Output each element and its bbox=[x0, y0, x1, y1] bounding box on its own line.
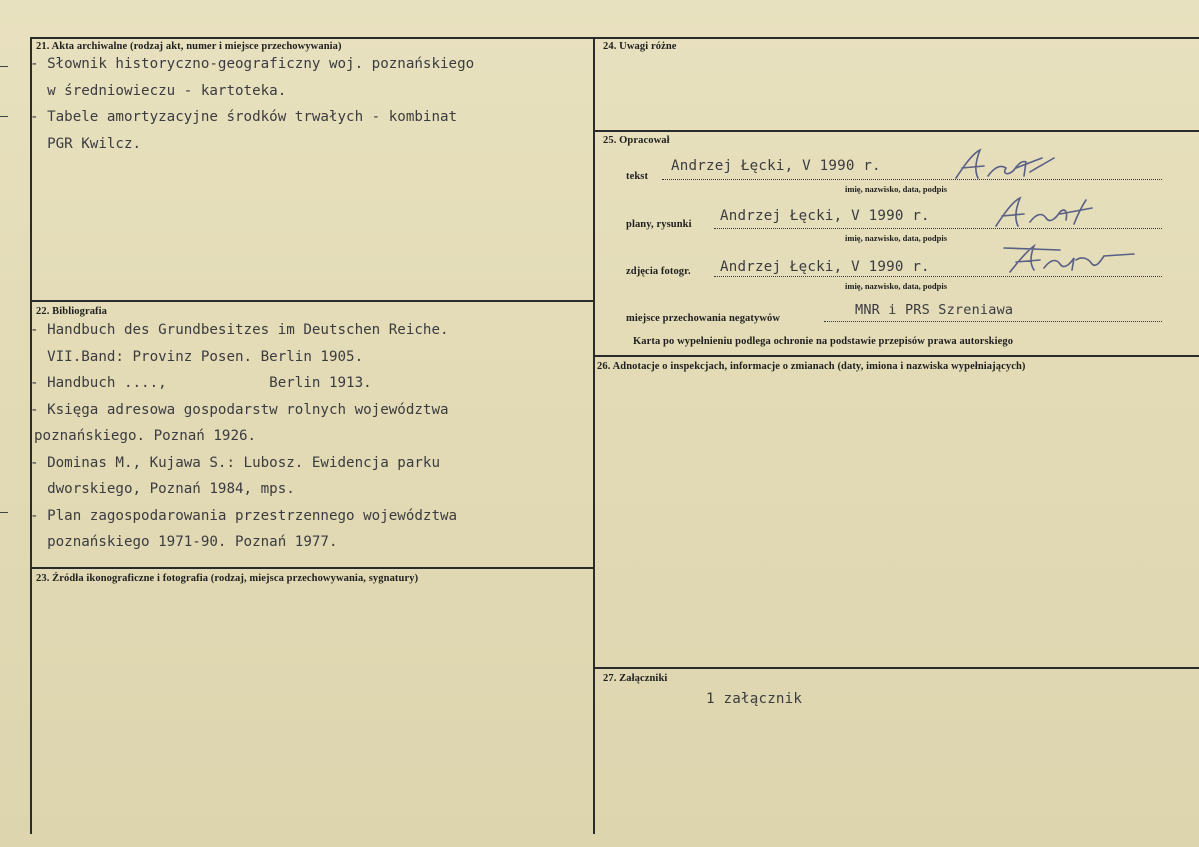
margin-tick bbox=[0, 512, 8, 513]
typed-line: poznańskiego 1971-90. Poznań 1977. bbox=[30, 534, 338, 550]
field-caption: imię, nazwisko, data, podpis bbox=[845, 184, 948, 194]
copyright-note: Karta po wypełnieniu podlega ochronie na podstawie przepisów prawa autorskiego bbox=[633, 336, 1014, 347]
typed-line: - Dominas M., Kujawa S.: Lubosz. Ewidencja parku bbox=[30, 454, 440, 471]
section-25-label: 25. Opracował bbox=[603, 135, 670, 146]
signature-tekst bbox=[950, 146, 1060, 186]
center-divider bbox=[593, 37, 595, 834]
section-24-label: 24. Uwagi różne bbox=[603, 41, 677, 52]
negatives-value: MNR i PRS Szreniawa bbox=[855, 302, 1014, 318]
top-rule bbox=[30, 37, 1199, 39]
field-value-plany: Andrzej Łęcki, V 1990 r. bbox=[720, 208, 930, 224]
attachments-value: 1 załącznik bbox=[706, 691, 803, 707]
negatives-label: miejsce przechowania negatywów bbox=[626, 313, 781, 324]
typed-line: - Handbuch ...., Berlin 1913. bbox=[30, 375, 372, 391]
typed-line: - Słownik historyczno-geograficzny woj. poznańskiego bbox=[30, 56, 475, 72]
section-21-label: 21. Akta archiwalne (rodzaj akt, numer i miejsce przechowywania) bbox=[36, 41, 342, 52]
field-label-plany: plany, rysunki bbox=[626, 219, 692, 230]
divider-21-22 bbox=[30, 300, 595, 302]
typed-line: - Handbuch des Grundbesitzes im Deutschen Reiche. bbox=[30, 322, 449, 338]
field-line bbox=[662, 179, 1162, 180]
typed-line: PGR Kwilcz. bbox=[30, 135, 142, 152]
signature-zdjecia bbox=[1000, 240, 1140, 280]
typed-line: VII.Band: Provinz Posen. Berlin 1905. bbox=[30, 348, 364, 365]
signature-plany bbox=[990, 194, 1100, 234]
typed-line: poznańskiego. Poznań 1926. bbox=[34, 428, 257, 444]
typed-line: - Plan zagospodarowania przestrzennego województwa bbox=[30, 507, 458, 524]
section-21-content bbox=[30, 56, 474, 162]
typed-line: dworskiego, Poznań 1984, mps. bbox=[30, 481, 295, 497]
section-22-content bbox=[30, 322, 457, 561]
divider-24-25 bbox=[593, 130, 1199, 132]
divider-26-27 bbox=[593, 667, 1199, 669]
field-caption: imię, nazwisko, data, podpis bbox=[845, 281, 948, 291]
section-27-label: 27. Załączniki bbox=[603, 673, 668, 684]
divider-25-26 bbox=[593, 355, 1199, 357]
field-label-tekst: tekst bbox=[626, 171, 649, 182]
typed-line: w średniowieczu - kartoteka. bbox=[30, 82, 287, 99]
field-label-zdjecia: zdjęcia fotogr. bbox=[626, 266, 691, 277]
section-23-label: 23. Źródła ikonograficzne i fotografia (rodzaj, miejsca przechowywania, sygnatury) bbox=[36, 573, 419, 584]
margin-tick bbox=[0, 116, 8, 117]
section-26-label: 26. Adnotacje o inspekcjach, informacje o zmianach (daty, imiona i nazwiska wypełniających) bbox=[597, 361, 1026, 372]
field-caption: imię, nazwisko, data, podpis bbox=[845, 233, 948, 243]
field-value-zdjecia: Andrzej Łęcki, V 1990 r. bbox=[720, 259, 930, 275]
negatives-line bbox=[824, 321, 1162, 322]
typed-line: - Księga adresowa gospodarstw rolnych województwa bbox=[30, 401, 449, 418]
typed-line: - Tabele amortyzacyjne środków trwałych - kombinat bbox=[30, 109, 458, 125]
divider-22-23 bbox=[30, 567, 595, 569]
field-value-tekst: Andrzej Łęcki, V 1990 r. bbox=[671, 158, 881, 174]
section-22-label: 22. Bibliografia bbox=[36, 306, 108, 317]
margin-tick bbox=[0, 66, 8, 67]
